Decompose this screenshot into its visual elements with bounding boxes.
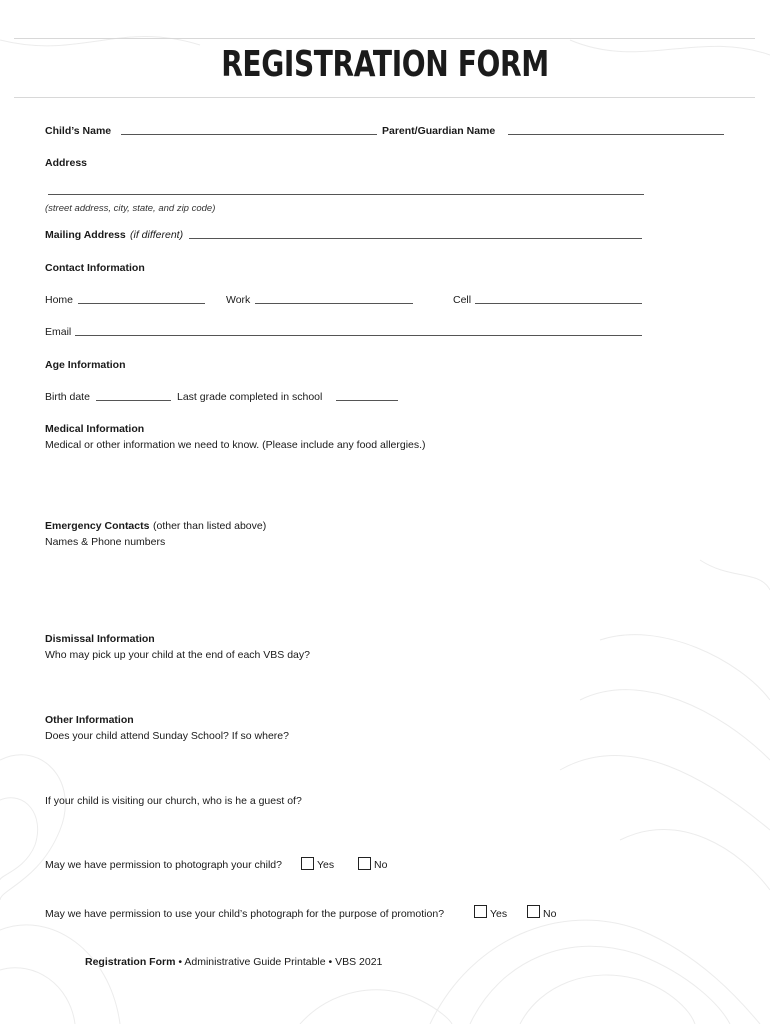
home-label: Home <box>45 294 74 306</box>
contact-info-heading: Contact Information <box>45 262 145 274</box>
home-phone-field[interactable] <box>78 303 205 304</box>
promotion-yes-checkbox[interactable] <box>474 905 487 918</box>
address-hint: (street address, city, state, and zip code) <box>45 203 216 214</box>
photo-permission-question: May we have permission to photograph your child? <box>45 859 282 871</box>
dismissal-info-heading: Dismissal Information <box>45 633 155 645</box>
mailing-address-hint: (if different) <box>130 229 184 241</box>
email-field[interactable] <box>75 335 642 336</box>
dismissal-info-text: Who may pick up your child at the end of each VBS day? <box>45 649 310 661</box>
work-phone-field[interactable] <box>255 303 413 304</box>
grade-field[interactable] <box>336 400 398 401</box>
footer <box>85 956 382 968</box>
medical-info-text: Medical or other information we need to know. (Please include any food allergies.) <box>45 439 426 451</box>
work-label: Work <box>226 294 251 306</box>
grade-label: Last grade completed in school <box>177 391 323 403</box>
emergency-contacts-note: (other than listed above) <box>153 520 267 532</box>
photo-no-label: No <box>374 859 388 871</box>
address-label: Address <box>45 157 88 169</box>
parent-name-label: Parent/Guardian Name <box>382 125 496 137</box>
footer-title: Registration Form <box>85 956 176 968</box>
mailing-address-label: Mailing Address <box>45 229 126 241</box>
form-title: REGISTRATION FORM <box>221 44 549 85</box>
promotion-permission-question: May we have permission to use your child’s photograph for the purpose of promotion? <box>45 908 445 920</box>
childs-name-field[interactable] <box>121 134 377 135</box>
cell-label: Cell <box>453 294 472 306</box>
promotion-no-checkbox[interactable] <box>527 905 540 918</box>
guest-question: If your child is visiting our church, who is he a guest of? <box>45 795 302 807</box>
emergency-contacts-heading: Emergency Contacts <box>45 520 150 532</box>
email-label: Email <box>45 326 72 338</box>
sunday-school-question: Does your child attend Sunday School? If so where? <box>45 730 289 742</box>
childs-name-label: Child’s Name <box>45 125 112 137</box>
photo-no-checkbox[interactable] <box>358 857 371 870</box>
emergency-contacts-text: Names & Phone numbers <box>45 536 166 548</box>
other-info-heading: Other Information <box>45 714 134 726</box>
parent-name-field[interactable] <box>508 134 724 135</box>
birth-date-field[interactable] <box>96 400 171 401</box>
cell-phone-field[interactable] <box>475 303 642 304</box>
medical-info-heading: Medical Information <box>45 423 145 435</box>
address-field[interactable] <box>48 194 644 195</box>
promotion-no-label: No <box>543 908 557 920</box>
footer-subtitle: • Administrative Guide Printable • VBS 2021 <box>175 956 383 968</box>
photo-yes-checkbox[interactable] <box>301 857 314 870</box>
age-info-heading: Age Information <box>45 359 126 371</box>
promotion-yes-label: Yes <box>490 908 508 920</box>
mailing-address-field[interactable] <box>189 238 642 239</box>
photo-yes-label: Yes <box>317 859 335 871</box>
birth-date-label: Birth date <box>45 391 90 403</box>
